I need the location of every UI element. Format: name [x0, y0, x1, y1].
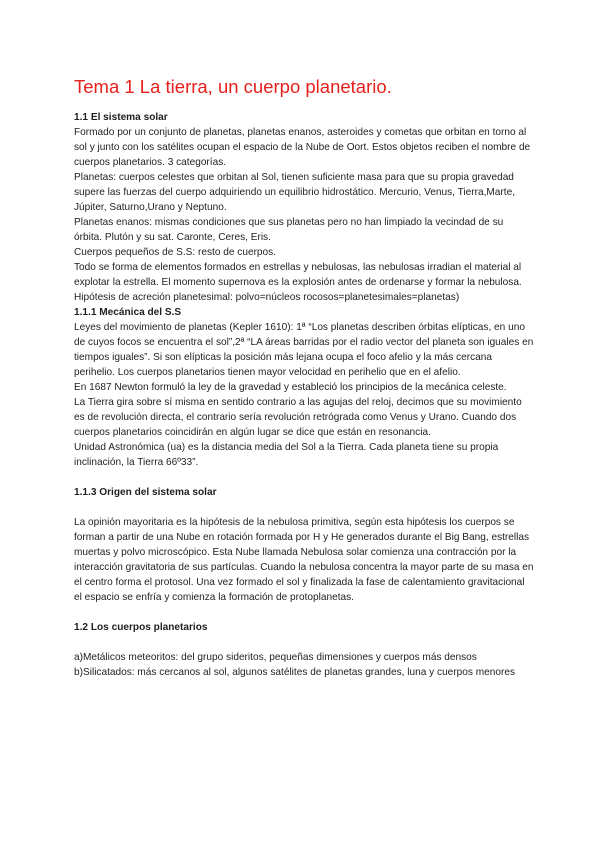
paragraph: Planetas enanos: mismas condiciones que sus planetas pero no han limpiado la vecindad de su órbita. Plutón y su sat. Caronte, Ceres, Eris. [74, 217, 504, 243]
list-item: a)Metálicos meteoritos: del grupo sideritos, pequeñas dimensiones y cuerpos más densos [74, 652, 477, 663]
spacer [74, 470, 534, 485]
paragraph: La opinión mayoritaria es la hipótesis de la nebulosa primitiva, según esta hipótesis los cuerpos se forman a partir de una Nube en rotación formada por H y He generados durante el Big Bang, estrellas muertas y polvo microscópico. Esta Nube llamada Nebulosa solar comienza una contracción por la interacción gravitatoria de sus partículas. Cuando la nebulosa concentra la mayor parte de su masa en el centro forma el protosol. Una vez formado el sol y finalizada la fase de calentamiento gravitacional el espacio se enfría y comienza la formación de protoplanetas. [74, 517, 534, 603]
paragraph: Hipótesis de acreción planetesimal: polvo=núcleos rocosos=planetesimales=planetas) [74, 292, 460, 303]
paragraph: Planetas: cuerpos celestes que orbitan al Sol, tienen suficiente masa para que su propia gravedad supere las fuerzas del cuerpo adquiriendo un equilibrio hidrostático. Mercurio, Venus, Tierra,Marte, Júpiter, Saturno,Urano y Neptuno. [74, 172, 515, 213]
paragraph: En 1687 Newton formuló la ley de la gravedad y estableció los principios de la mecánica celeste. [74, 382, 507, 393]
spacer [74, 635, 534, 650]
list-item: b)Silicatados: más cercanos al sol, algunos satélites de planetas grandes, luna y cuerpos menores [74, 667, 516, 678]
section-heading-1-2: 1.2 Los cuerpos planetarios [74, 622, 208, 633]
spacer [74, 605, 534, 620]
document-body [74, 110, 534, 680]
section-heading-1-1-3: 1.1.3 Origen del sistema solar [74, 487, 217, 498]
section-heading-1-1: 1.1 El sistema solar [74, 112, 168, 123]
spacer [74, 500, 534, 515]
paragraph: Leyes del movimiento de planetas (Kepler 1610): 1ª “Los planetas describen órbitas elípticas, en uno de cuyos focos se encuentra el sol”,2ª “LA áreas barridas por el radio vector del planeta son iguales en tiempos iguales”. Si son elípticas la posición más lejana ocupa el foco afelio y la más cercana perihelio. Los cuerpos planetarios tienen mayor velocidad en perihelio que en el afelio. [74, 322, 534, 378]
paragraph: Cuerpos pequeños de S.S: resto de cuerpos. [74, 247, 277, 258]
document-title: Tema 1 La tierra, un cuerpo planetario. [74, 76, 392, 97]
paragraph: La Tierra gira sobre sí misma en sentido contrario a las agujas del reloj, decimos que su movimiento es de revolución directa, el contrario sería revolución retrógrada como Venus y Urano. Cuando dos cuerpos planetarios coincidirán en algún lugar se dice que están en resonancia. [74, 397, 522, 438]
paragraph: Todo se forma de elementos formados en estrellas y nebulosas, las nebulosas irradian el material al explotar la estrella. El momento supernova es la explosión antes de ordenarse y formar la nebulosa. [74, 262, 522, 288]
paragraph: Unidad Astronómica (ua) es la distancia media del Sol a la Tierra. Cada planeta tiene su propia inclinación, la Tierra 66º33”. [74, 442, 499, 468]
section-heading-1-1-1: 1.1.1 Mecánica del S.S [74, 307, 182, 318]
paragraph: Formado por un conjunto de planetas, planetas enanos, asteroides y cometas que orbitan en torno al sol y junto con los satélites ocupan el espacio de la Nube de Oort. Estos objetos reciben el nombre de cuerpos planetarios. 3 categorías. [74, 127, 531, 168]
